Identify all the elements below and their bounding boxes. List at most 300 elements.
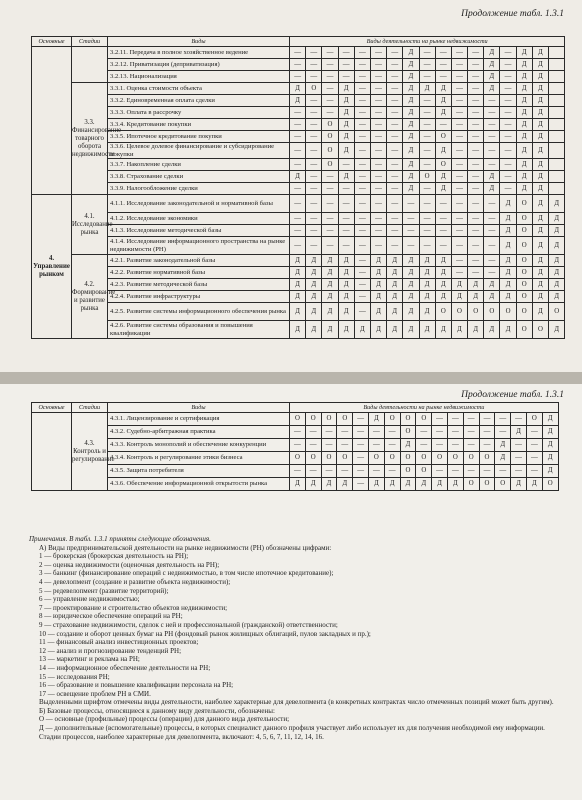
activity-mark: Д [419,303,435,321]
activity-mark: — [511,413,527,426]
activity-mark: — [511,452,527,465]
activity-mark: — [495,426,511,439]
activity-mark: Д [500,279,516,291]
activity-mark: — [479,439,495,452]
activity-mark: Д [338,321,354,339]
activity-mark: О [479,478,495,491]
activity-mark: — [387,159,403,171]
activity-mark: — [353,413,369,426]
activity-mark: — [387,131,403,143]
activity-mark: — [306,225,322,237]
activity-mark: Д [447,478,463,491]
activity-mark: Д [532,119,548,131]
activity-mark: — [435,71,451,83]
activity-mark: — [337,465,353,478]
table-row [32,303,565,321]
activity-mark: — [419,47,435,59]
process-name: 4.3.5. Защита потребителя [108,465,290,478]
activity-mark: — [387,107,403,119]
activity-mark: Д [495,452,511,465]
note-line: 14 — информационное обеспечение деятельности на РН; [39,663,211,672]
activity-mark: О [468,303,484,321]
activity-mark: Д [516,71,532,83]
activity-mark: — [306,171,322,183]
activity-mark: — [322,183,338,195]
activity-mark: Д [484,171,500,183]
activity-mark [549,143,565,159]
header-processes: Виды [108,37,290,47]
activity-mark: — [447,465,463,478]
table-row [32,255,565,267]
activity-mark: — [337,439,353,452]
activity-mark: Д [511,478,527,491]
activity-mark: — [321,426,337,439]
activity-mark: О [432,452,448,465]
continuation-label: Продолжение табл. 1.3.1 [461,390,564,400]
activity-mark: — [479,426,495,439]
activity-mark: — [479,465,495,478]
activity-mark: Д [338,267,354,279]
activity-mark: Д [387,255,403,267]
table-row [32,267,565,279]
activity-mark: Д [435,321,451,339]
activity-mark: Д [500,237,516,255]
activity-mark: Д [290,291,306,303]
table-row [32,439,559,452]
table-row [32,71,565,83]
activity-mark: — [432,465,448,478]
activity-mark: О [400,426,416,439]
activity-mark: — [447,426,463,439]
activity-mark: — [451,95,467,107]
activity-mark: — [290,47,306,59]
process-name: 3.3.8. Страхование сделки [108,171,290,183]
activity-mark: Д [403,143,419,159]
activity-mark: — [500,159,516,171]
activity-mark: — [354,71,370,83]
activity-mark: — [432,439,448,452]
activity-mark: — [447,439,463,452]
header-stages: Стадии [72,403,108,413]
activity-mark: — [468,71,484,83]
activity-mark: Д [542,452,558,465]
activity-mark: — [468,83,484,95]
direction-cell [32,47,72,195]
activity-mark: О [322,131,338,143]
activity-mark: Д [403,119,419,131]
activity-mark: — [435,237,451,255]
activity-mark: — [338,195,354,213]
activity-mark: Д [500,291,516,303]
table-row [32,183,565,195]
process-name: 3.2.11. Передача в полное хозяйственное ведение [108,47,290,59]
activity-mark: — [500,119,516,131]
activity-mark: Д [484,47,500,59]
activity-mark: — [451,183,467,195]
activity-mark: — [338,213,354,225]
activity-mark: — [306,183,322,195]
activity-mark: — [419,195,435,213]
activity-mark: — [432,426,448,439]
activity-mark: — [322,59,338,71]
activity-mark: — [370,143,386,159]
table-row [32,225,565,237]
activity-mark: Д [532,195,548,213]
activity-mark: Д [419,255,435,267]
activity-mark: — [322,71,338,83]
activity-mark [549,107,565,119]
activity-mark: — [468,159,484,171]
activity-mark: — [354,107,370,119]
activity-mark: О [516,195,532,213]
activity-mark: О [322,143,338,159]
activity-mark: — [290,195,306,213]
activity-mark: Д [306,291,322,303]
activity-mark: О [305,413,321,426]
activity-mark: Д [516,59,532,71]
activity-mark: — [353,426,369,439]
activity-mark: Д [511,426,527,439]
activity-mark: — [451,143,467,159]
activity-mark: Д [321,478,337,491]
process-name: 4.3.2. Судебно-арбитражная практика [108,426,290,439]
activity-mark: О [305,452,321,465]
table-row [32,159,565,171]
activity-mark: Д [416,478,432,491]
activity-mark: Д [516,47,532,59]
activity-mark: — [387,183,403,195]
activity-mark: О [516,213,532,225]
stage-cell: 4.2. Формирование и развитие рынка [72,255,108,339]
activity-mark: — [370,95,386,107]
note-line: 12 — анализ и прогнозирование тенденций РН; [39,646,182,655]
activity-mark: Д [338,279,354,291]
activity-mark: — [451,131,467,143]
activity-mark: — [354,83,370,95]
activity-mark: Д [403,47,419,59]
activity-mark: Д [338,95,354,107]
activity-mark: — [290,237,306,255]
activity-mark: — [495,465,511,478]
activity-mark [549,71,565,83]
activity-mark: Д [403,291,419,303]
note-line: 5 — редевелопмент (развитие территорий); [39,586,169,595]
note-line: Примечания. В табл. 1.3.1 приняты следующие обозначения. [29,535,211,543]
note-line: А) Виды предпринимательской деятельности на рынке недвижимости (РН) обозначены цифрами: [39,543,332,552]
activity-mark: — [435,225,451,237]
activity-mark: — [468,195,484,213]
activity-mark: — [419,225,435,237]
activity-mark: — [468,59,484,71]
activity-mark: Д [403,83,419,95]
activity-mark: — [451,119,467,131]
activity-mark: — [451,71,467,83]
process-name: 3.3.3. Оплата в рассрочку [108,107,290,119]
activity-mark: Д [403,159,419,171]
activity-mark: — [338,47,354,59]
activity-mark: Д [338,119,354,131]
activity-mark: — [354,267,370,279]
activity-mark: Д [338,255,354,267]
activity-mark: О [484,303,500,321]
activity-mark: Д [403,95,419,107]
activity-mark: Д [500,255,516,267]
activity-mark: Д [532,255,548,267]
note-line: 7 — проектирование и строительство объектов недвижимости; [39,603,228,612]
activity-mark: Д [290,171,306,183]
activity-mark: Д [368,478,384,491]
activity-mark: О [384,452,400,465]
activity-mark: — [305,439,321,452]
note-line: 15 — исследования РН; [39,672,110,681]
activity-mark: — [435,119,451,131]
activity-mark: — [290,107,306,119]
activity-mark: — [338,59,354,71]
activity-mark: Д [419,291,435,303]
header-processes: Виды [108,403,290,413]
activity-mark: — [306,195,322,213]
note-line: О — основные (профильные) процессы (операции) для данного вида деятельности; [39,715,290,724]
activity-mark: — [354,159,370,171]
activity-mark: — [484,213,500,225]
activity-mark: Д [484,321,500,339]
activity-mark: Д [468,279,484,291]
stage-cell: 3.3. Финансирование товарного оборота недвижимости [72,83,108,195]
activity-mark: — [419,131,435,143]
activity-mark: О [321,452,337,465]
activity-mark: — [384,439,400,452]
activity-mark: — [354,171,370,183]
activity-mark: Д [532,237,548,255]
activity-mark: Д [387,267,403,279]
activity-mark: — [419,213,435,225]
activity-mark: О [479,452,495,465]
activity-mark: Д [532,183,548,195]
activity-mark: Д [549,255,565,267]
activity-mark: О [463,452,479,465]
activity-mark: О [290,413,306,426]
activity-mark: — [290,439,306,452]
activity-mark: — [387,83,403,95]
activity-mark: Д [532,71,548,83]
activity-mark: — [338,159,354,171]
activity-mark: — [451,107,467,119]
activity-mark: — [290,213,306,225]
activity-mark: О [516,255,532,267]
activity-mark: — [370,159,386,171]
activity-mark: Д [532,291,548,303]
activity-mark [549,47,565,59]
activity-mark: Д [419,279,435,291]
activity-mark [549,59,565,71]
activity-mark: Д [403,59,419,71]
activity-mark: — [338,237,354,255]
process-name: 4.3.3. Контроль монополий и обеспечение конкуренции [108,439,290,452]
activity-mark: — [370,195,386,213]
activity-mark: О [516,291,532,303]
activity-mark: — [354,237,370,255]
activity-mark: — [290,119,306,131]
activity-mark: — [500,107,516,119]
activity-mark: Д [484,279,500,291]
note-line: 8 — юридическое обеспечение операций на РН; [39,612,183,621]
activity-mark: Д [500,213,516,225]
activity-mark [549,83,565,95]
activity-mark: — [384,465,400,478]
activity-mark: Д [419,321,435,339]
activity-mark: — [370,107,386,119]
activity-mark: — [370,171,386,183]
activity-mark: Д [322,303,338,321]
activity-mark: — [387,71,403,83]
header-row [32,37,565,47]
activity-mark: Д [468,291,484,303]
activity-mark: Д [435,279,451,291]
direction-cell [32,413,72,491]
activity-mark: О [516,225,532,237]
activity-mark: Д [403,107,419,119]
activity-mark: — [387,195,403,213]
table-row [32,107,565,119]
process-name: 3.3.9. Налогообложение сделки [108,183,290,195]
activity-mark: — [387,213,403,225]
activity-mark: — [468,95,484,107]
activity-mark: — [419,159,435,171]
process-name: 4.3.4. Контроль и регулирование этики бизнеса [108,452,290,465]
activity-mark: Д [403,267,419,279]
note-line: 6 — управление недвижимостью; [39,595,140,604]
activity-mark: О [337,452,353,465]
activity-mark: Д [337,478,353,491]
activity-mark: Д [306,321,322,339]
activity-mark: О [306,83,322,95]
activity-mark: — [370,59,386,71]
activity-mark: О [542,478,558,491]
activity-mark: — [468,255,484,267]
activity-mark: — [290,143,306,159]
activity-mark: — [290,159,306,171]
activity-mark: Д [322,267,338,279]
activity-mark: — [354,95,370,107]
activity-mark: О [516,267,532,279]
activity-mark: Д [403,303,419,321]
activity-mark: Д [532,267,548,279]
activity-mark: О [416,452,432,465]
activity-mark: Д [419,267,435,279]
activity-mark: — [354,279,370,291]
activity-mark: — [338,71,354,83]
activity-mark: — [353,465,369,478]
activity-mark: Д [322,321,338,339]
activity-mark: О [451,303,467,321]
activity-mark: — [432,413,448,426]
activity-mark: Д [400,478,416,491]
activity-mark: — [353,439,369,452]
activity-mark: О [500,303,516,321]
activity-mark: Д [500,321,516,339]
activity-mark: Д [532,159,548,171]
process-name: 4.2.3. Развитие методической базы [108,279,290,291]
activity-mark [549,159,565,171]
process-name: 3.3.6. Целевое долевое финансирование и субсидирование покупки [108,143,290,159]
note-line: 4 — девелопмент (создание и развитие объекта недвижимости); [39,577,231,586]
activity-mark: Д [338,107,354,119]
activity-mark: — [290,183,306,195]
activity-mark: Д [542,426,558,439]
activity-mark: — [500,83,516,95]
process-name: 4.3.1. Лицензирование и сертификация [108,413,290,426]
activity-mark: Д [516,183,532,195]
activity-mark: Д [290,478,306,491]
activity-mark: Д [549,195,565,213]
activity-mark: — [468,171,484,183]
activity-mark: — [484,107,500,119]
activity-mark: — [322,95,338,107]
activity-mark: — [435,59,451,71]
activity-mark: Д [322,279,338,291]
activity-mark: Д [484,183,500,195]
activity-mark: Д [532,107,548,119]
activity-mark: — [500,143,516,159]
activity-mark: — [526,426,542,439]
activity-mark: О [516,279,532,291]
activity-mark: О [322,119,338,131]
activity-mark: — [322,171,338,183]
activity-mark: Д [468,321,484,339]
activity-mark: О [526,413,542,426]
activity-mark: Д [532,95,548,107]
activity-mark: — [419,119,435,131]
process-name: 4.2.4. Развитие инфраструктуры [108,291,290,303]
process-name: 4.2.6. Развитие системы образования и повышения квалификации [108,321,290,339]
activity-mark: Д [549,267,565,279]
note-line: 11 — финансовый анализ инвестиционных проектов; [39,638,199,647]
activity-mark: — [387,47,403,59]
activity-mark: — [322,195,338,213]
activity-mark: — [419,107,435,119]
activity-mark: Д [290,279,306,291]
activity-mark: — [403,237,419,255]
activity-mark: Д [338,291,354,303]
activity-mark: — [306,131,322,143]
process-name: 3.3.1. Оценка стоимости объекта [108,83,290,95]
table-row [32,413,559,426]
note-line: Б) Базовые процессы, относящиеся к данному виду деятельности, обозначены: [39,706,275,715]
activity-mark: — [354,195,370,213]
activity-mark: Д [516,95,532,107]
activity-mark: — [511,439,527,452]
activity-mark: — [419,183,435,195]
activity-mark: Д [516,83,532,95]
activity-mark: Д [387,321,403,339]
note-line: 16 — образование и повышение квалификации персонала на РН; [39,681,234,690]
table-row [32,195,565,213]
activity-mark: — [306,213,322,225]
note-line: 17 — освещение проблем РН в СМИ. [39,689,151,698]
activity-mark: Д [500,267,516,279]
activity-mark: — [451,195,467,213]
activity-mark: О [419,171,435,183]
stage-cell: 4.3. Контроль и регулирование [72,413,108,491]
activity-mark: Д [290,83,306,95]
activity-mark: — [468,267,484,279]
activity-mark: Д [338,131,354,143]
activity-mark: — [290,59,306,71]
activity-mark: Д [532,47,548,59]
activity-mark: — [484,131,500,143]
activity-mark: О [368,452,384,465]
activity-mark: — [354,131,370,143]
